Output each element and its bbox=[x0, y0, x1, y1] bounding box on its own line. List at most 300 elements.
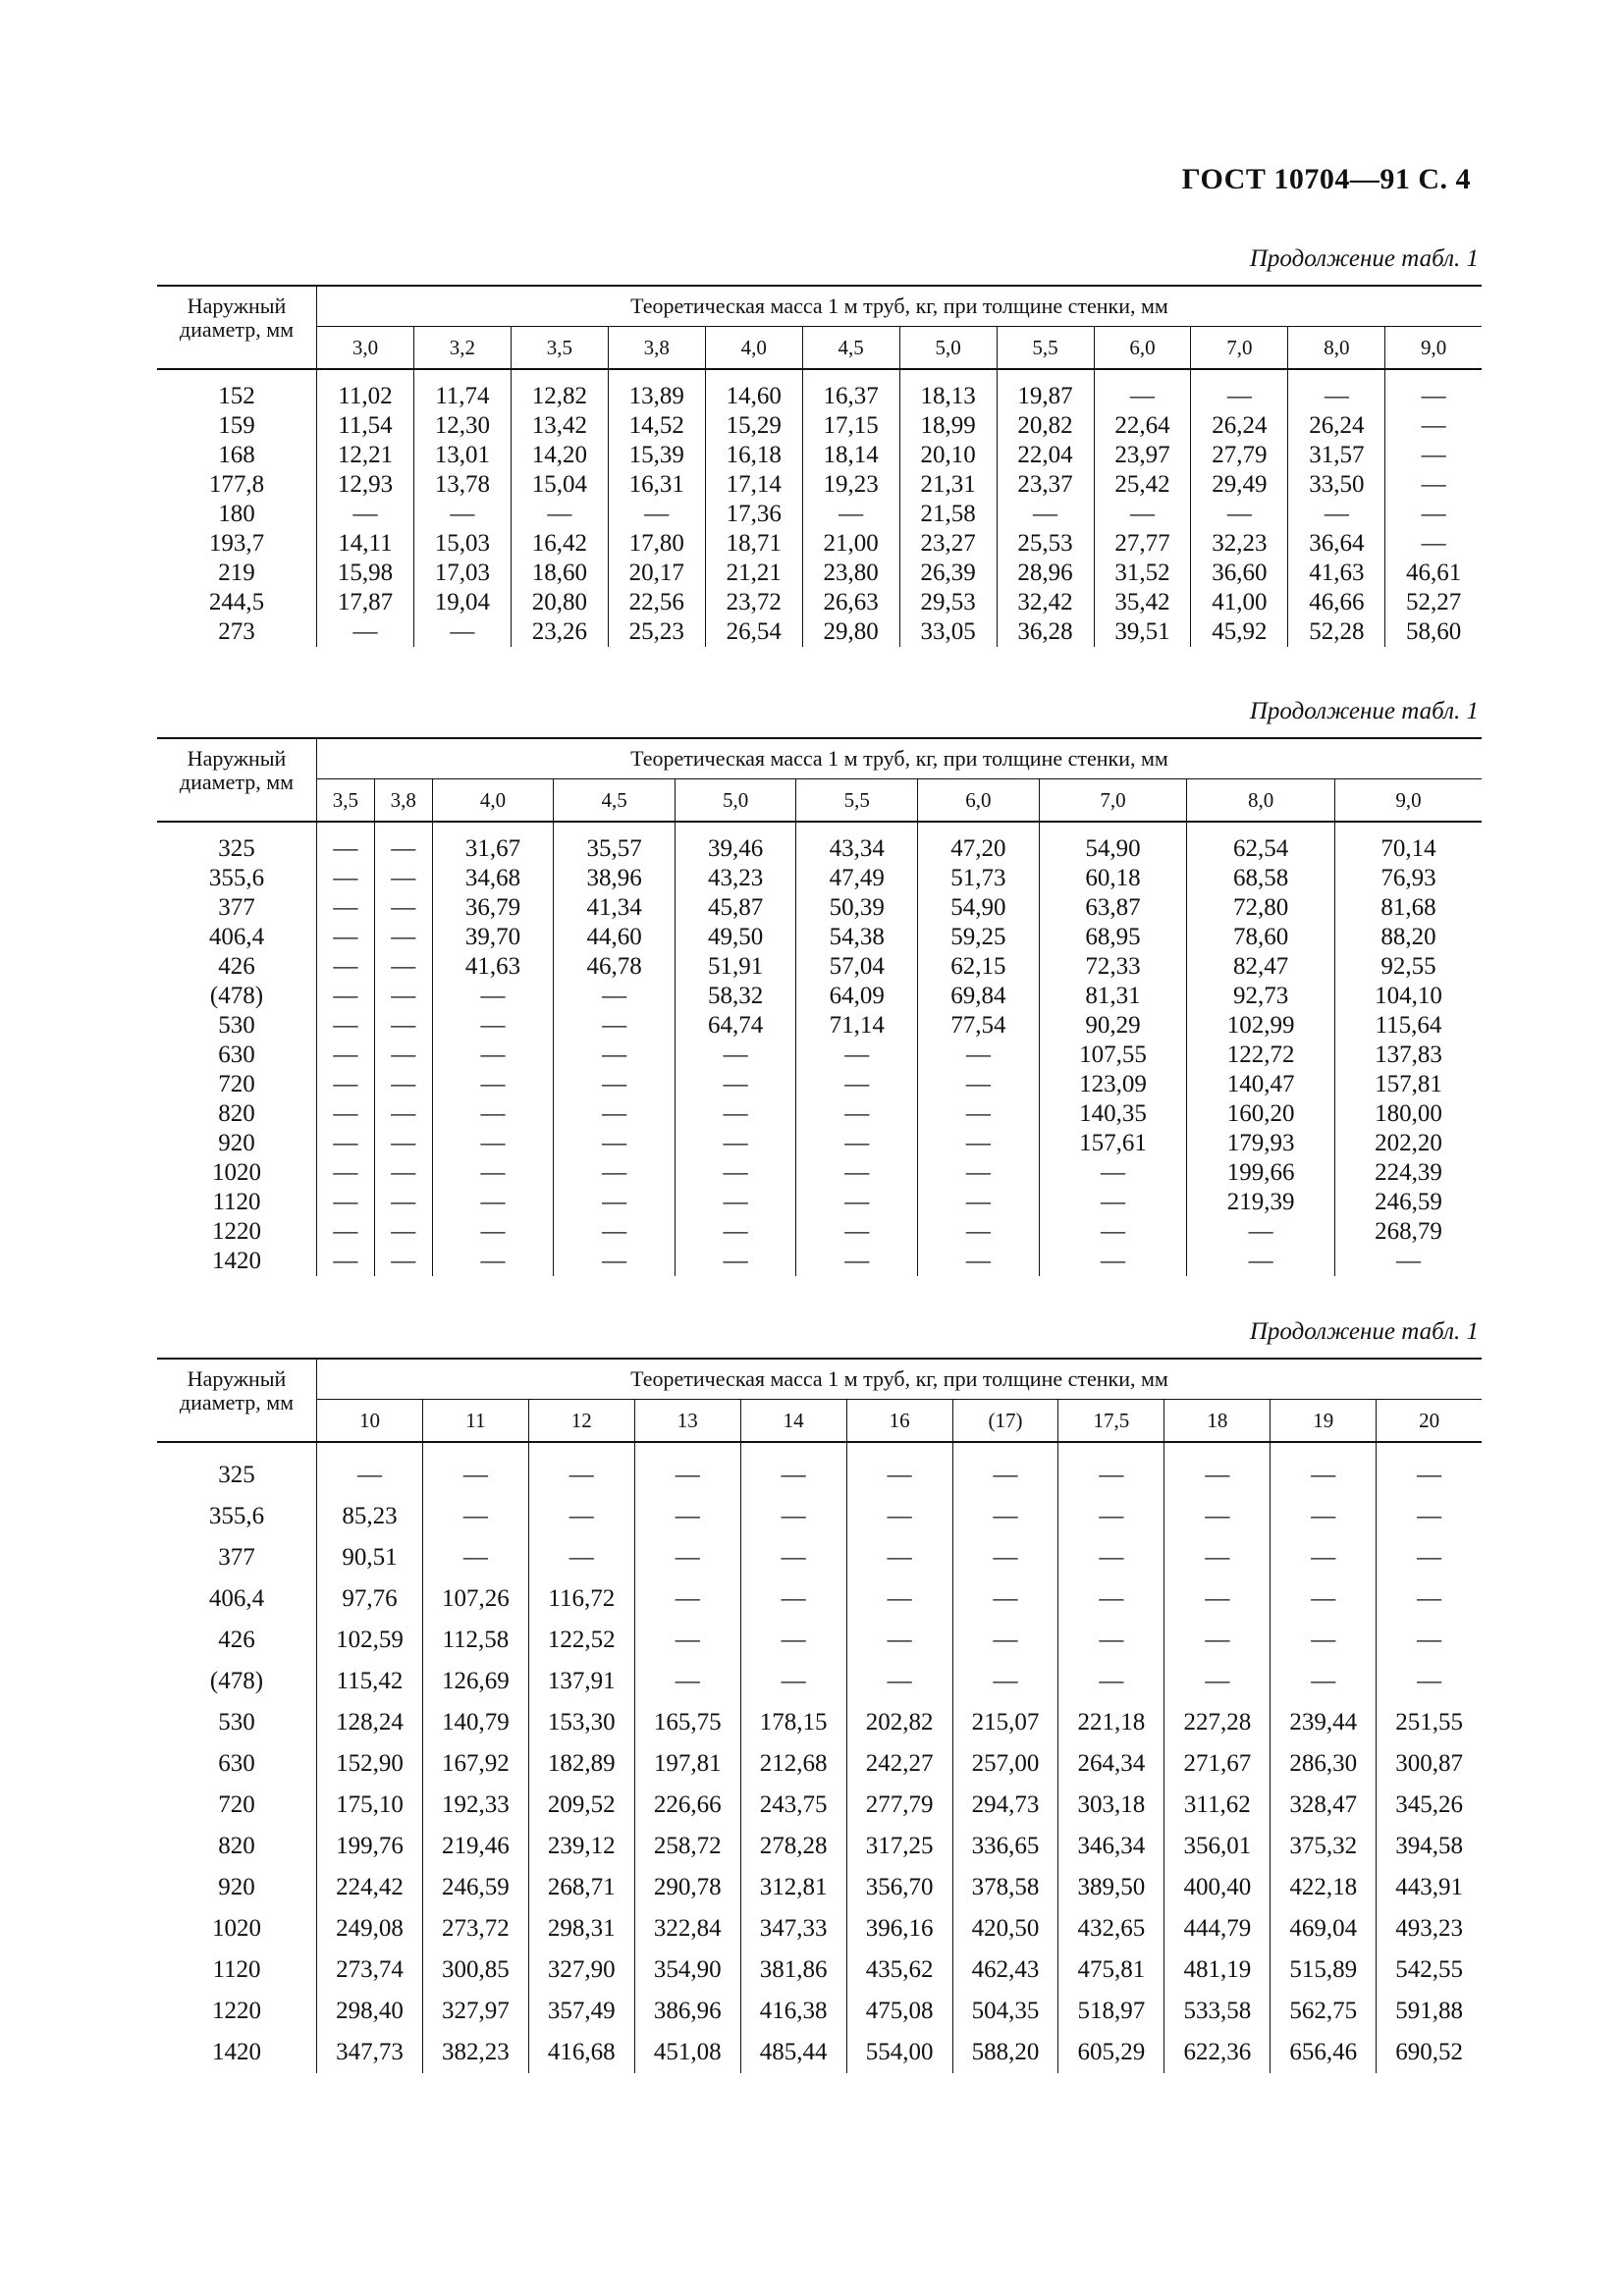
mass-cell: 29,49 bbox=[1191, 470, 1288, 500]
mass-cell: 157,81 bbox=[1334, 1070, 1482, 1099]
mass-cell: 160,20 bbox=[1187, 1099, 1335, 1129]
mass-cell: 36,60 bbox=[1191, 559, 1288, 588]
mass-cell: 273,74 bbox=[336, 1956, 404, 1983]
diameter-cell: 1020 bbox=[157, 1158, 317, 1188]
mass-cell: 444,79 bbox=[1164, 1908, 1271, 1949]
spacer-cell bbox=[1385, 369, 1482, 382]
diameter-cell: 1220 bbox=[157, 1217, 317, 1247]
mass-cell: 224,42 bbox=[336, 1874, 404, 1900]
mass-cell: — bbox=[1385, 411, 1482, 441]
spacer-cell bbox=[317, 822, 375, 834]
mass-cell: — bbox=[1271, 1578, 1377, 1620]
mass-cell: 12,21 bbox=[337, 442, 394, 468]
mass-cell: 14,52 bbox=[608, 411, 705, 441]
mass-cell: 347,73 bbox=[336, 2039, 404, 2065]
continuation-label-2: Продолжение табл. 1 bbox=[1249, 698, 1479, 724]
mass-cell: 60,18 bbox=[1039, 864, 1187, 893]
mass-cell: 13,01 bbox=[413, 441, 511, 470]
mass-cell: — bbox=[796, 1158, 918, 1188]
mass-cell: 13,89 bbox=[608, 382, 705, 411]
mass-cell: 26,24 bbox=[1288, 411, 1385, 441]
mass-cell: — bbox=[413, 617, 511, 647]
continuation-label-1: Продолжение табл. 1 bbox=[1249, 245, 1479, 272]
mass-cell: 221,18 bbox=[1058, 1702, 1164, 1743]
mass-cell: — bbox=[554, 982, 676, 1011]
spacer-cell bbox=[317, 369, 414, 382]
mass-cell: 62,15 bbox=[918, 952, 1040, 982]
table-row bbox=[157, 441, 1482, 470]
mass-cell: — bbox=[675, 1099, 796, 1129]
mass-cell: 212,68 bbox=[740, 1743, 846, 1785]
spacer-cell bbox=[1271, 1442, 1377, 1455]
mass-cell: — bbox=[634, 1496, 740, 1537]
mass-cell: — bbox=[432, 1011, 554, 1041]
thickness-header: 4,0 bbox=[705, 327, 802, 370]
mass-cell: 90,29 bbox=[1039, 1011, 1187, 1041]
mass-cell: 389,50 bbox=[1058, 1867, 1164, 1908]
mass-cell: — bbox=[528, 1455, 634, 1496]
diameter-cell: 377 bbox=[157, 893, 317, 923]
thickness-header: 8,0 bbox=[1288, 327, 1385, 370]
mass-cell: 58,60 bbox=[1385, 617, 1482, 647]
mass-cell: — bbox=[554, 1158, 676, 1188]
mass-cell: 63,87 bbox=[1039, 893, 1187, 923]
mass-cell: 518,97 bbox=[1058, 1991, 1164, 2032]
spacer-cell bbox=[1164, 1442, 1271, 1455]
table-row bbox=[157, 1537, 1482, 1578]
mass-cell: 243,75 bbox=[740, 1785, 846, 1826]
mass-cell: 15,98 bbox=[337, 560, 394, 586]
diameter-cell: 720 bbox=[157, 1070, 317, 1099]
diameter-header: Наружный диаметр, мм bbox=[157, 286, 317, 369]
mass-cell: 300,85 bbox=[422, 1949, 528, 1991]
mass-cell: 23,97 bbox=[1094, 441, 1191, 470]
spacer-cell bbox=[740, 1442, 846, 1455]
table-row bbox=[157, 588, 1482, 617]
mass-cell: — bbox=[675, 1217, 796, 1247]
thickness-header: 4,5 bbox=[554, 779, 676, 823]
table-row bbox=[157, 1188, 1482, 1217]
mass-cell: — bbox=[374, 952, 432, 982]
mass-cell: 432,65 bbox=[1058, 1908, 1164, 1949]
mass-cell: — bbox=[918, 1217, 1040, 1247]
thickness-header: 7,0 bbox=[1191, 327, 1288, 370]
mass-cell: — bbox=[374, 1188, 432, 1217]
mass-cell: 31,57 bbox=[1288, 441, 1385, 470]
mass-cell: 19,87 bbox=[997, 382, 1094, 411]
mass-cell: — bbox=[918, 1129, 1040, 1158]
spacer-cell bbox=[1039, 822, 1187, 834]
mass-cell: — bbox=[432, 982, 554, 1011]
mass-cell: 22,56 bbox=[608, 588, 705, 617]
mass-cell: — bbox=[1058, 1661, 1164, 1702]
mass-cell: 416,38 bbox=[740, 1991, 846, 2032]
spacer-cell bbox=[1094, 369, 1191, 382]
mass-cell: 20,10 bbox=[899, 441, 997, 470]
mass-cell: 23,72 bbox=[705, 588, 802, 617]
mass-header: Теоретическая масса 1 м труб, кг, при толщине стенки, мм bbox=[317, 286, 1483, 327]
mass-cell: 54,90 bbox=[918, 893, 1040, 923]
header-row bbox=[157, 1359, 1482, 1400]
spacer-cell bbox=[422, 1442, 528, 1455]
thickness-header: 16 bbox=[846, 1400, 952, 1443]
table-row bbox=[157, 1578, 1482, 1620]
mass-cell: — bbox=[1377, 1578, 1482, 1620]
spacer-cell bbox=[157, 822, 317, 834]
diameter-header: Наружный диаметр, мм bbox=[157, 1359, 317, 1442]
mass-cell: 41,63 bbox=[432, 952, 554, 982]
mass-cell: — bbox=[1164, 1578, 1271, 1620]
thickness-header: 10 bbox=[317, 1400, 423, 1443]
mass-cell: 242,27 bbox=[846, 1743, 952, 1785]
mass-cell: 17,36 bbox=[705, 500, 802, 529]
mass-cell: — bbox=[1385, 441, 1482, 470]
diameter-cell: 180 bbox=[157, 500, 317, 529]
mass-cell: 14,11 bbox=[338, 530, 393, 557]
mass-cell: 469,04 bbox=[1271, 1908, 1377, 1949]
mass-cell: — bbox=[1334, 1247, 1482, 1276]
mass-cell: 11,74 bbox=[413, 382, 511, 411]
mass-cell: 656,46 bbox=[1271, 2032, 1377, 2073]
mass-cell: 29,80 bbox=[802, 617, 899, 647]
mass-cell: 354,90 bbox=[634, 1949, 740, 1991]
mass-cell: — bbox=[740, 1578, 846, 1620]
mass-cell: — bbox=[554, 1099, 676, 1129]
mass-cell: 123,09 bbox=[1039, 1070, 1187, 1099]
thickness-header: 6,0 bbox=[918, 779, 1040, 823]
mass-cell: 32,42 bbox=[997, 588, 1094, 617]
mass-cell: 317,25 bbox=[846, 1826, 952, 1867]
mass-cell: 542,55 bbox=[1377, 1949, 1482, 1991]
mass-cell: — bbox=[374, 923, 432, 952]
mass-cell: 27,77 bbox=[1094, 529, 1191, 559]
diameter-cell: 406,4 bbox=[157, 1578, 317, 1620]
thickness-row bbox=[157, 1400, 1482, 1443]
thickness-header: 11 bbox=[422, 1400, 528, 1443]
spacer-cell bbox=[675, 822, 796, 834]
mass-cell: 327,97 bbox=[422, 1991, 528, 2032]
mass-cell: 562,75 bbox=[1271, 1991, 1377, 2032]
spacer-cell bbox=[413, 369, 511, 382]
thickness-header: 12 bbox=[528, 1400, 634, 1443]
mass-cell: 137,91 bbox=[528, 1661, 634, 1702]
diameter-cell: 177,8 bbox=[157, 470, 317, 500]
table-row bbox=[157, 1991, 1482, 2032]
mass-cell: — bbox=[796, 1188, 918, 1217]
diameter-cell: 1120 bbox=[157, 1188, 317, 1217]
mass-cell: — bbox=[918, 1041, 1040, 1070]
mass-cell: — bbox=[1164, 1455, 1271, 1496]
mass-cell: 347,33 bbox=[740, 1908, 846, 1949]
spacer-cell bbox=[918, 822, 1040, 834]
mass-cell: 356,01 bbox=[1164, 1826, 1271, 1867]
table-row bbox=[157, 559, 1482, 588]
mass-cell: — bbox=[374, 1070, 432, 1099]
mass-cell: — bbox=[1385, 382, 1482, 411]
mass-cell: — bbox=[356, 1462, 382, 1488]
thickness-header: (17) bbox=[952, 1400, 1058, 1443]
spacer-cell bbox=[374, 822, 432, 834]
mass-cell: 17,03 bbox=[413, 559, 511, 588]
table-row bbox=[157, 1826, 1482, 1867]
mass-cell: — bbox=[952, 1661, 1058, 1702]
mass-cell: 268,71 bbox=[528, 1867, 634, 1908]
mass-cell: — bbox=[374, 1158, 432, 1188]
mass-cell: 20,17 bbox=[608, 559, 705, 588]
mass-cell: 12,82 bbox=[511, 382, 608, 411]
diameter-cell: 530 bbox=[157, 1702, 317, 1743]
diameter-cell: 325 bbox=[157, 834, 317, 864]
mass-cell: 257,00 bbox=[952, 1743, 1058, 1785]
mass-cell: — bbox=[432, 1188, 554, 1217]
mass-cell: — bbox=[918, 1099, 1040, 1129]
mass-cell: — bbox=[952, 1578, 1058, 1620]
mass-cell: 16,42 bbox=[511, 529, 608, 559]
table-row bbox=[157, 1949, 1482, 1991]
mass-cell: — bbox=[1385, 529, 1482, 559]
mass-cell: — bbox=[1164, 1537, 1271, 1578]
mass-cell: — bbox=[1164, 1620, 1271, 1661]
mass-cell: 475,08 bbox=[846, 1991, 952, 2032]
mass-cell: 277,79 bbox=[846, 1785, 952, 1826]
mass-cell: 81,68 bbox=[1334, 893, 1482, 923]
mass-cell: 271,67 bbox=[1164, 1743, 1271, 1785]
mass-cell: 199,66 bbox=[1187, 1158, 1335, 1188]
mass-cell: 268,79 bbox=[1334, 1217, 1482, 1247]
mass-cell: 192,33 bbox=[422, 1785, 528, 1826]
mass-cell: 126,69 bbox=[422, 1661, 528, 1702]
mass-cell: 246,59 bbox=[422, 1867, 528, 1908]
table-row bbox=[157, 411, 1482, 441]
mass-cell: 381,86 bbox=[740, 1949, 846, 1991]
mass-cell: 51,91 bbox=[675, 952, 796, 982]
continuation-label-3: Продолжение табл. 1 bbox=[1249, 1318, 1479, 1345]
thickness-header: 14 bbox=[740, 1400, 846, 1443]
mass-cell: 443,91 bbox=[1377, 1867, 1482, 1908]
diameter-cell: 168 bbox=[157, 441, 317, 470]
mass-cell: — bbox=[1191, 382, 1288, 411]
mass-cell: 152,90 bbox=[336, 1750, 404, 1777]
mass-cell: 36,28 bbox=[997, 617, 1094, 647]
mass-cell: — bbox=[918, 1070, 1040, 1099]
mass-cell: 46,61 bbox=[1385, 559, 1482, 588]
mass-cell: — bbox=[1377, 1455, 1482, 1496]
mass-cell: — bbox=[997, 500, 1094, 529]
mass-cell: 76,93 bbox=[1334, 864, 1482, 893]
table-row bbox=[157, 617, 1482, 647]
mass-cell: — bbox=[1187, 1247, 1335, 1276]
mass-cell: — bbox=[1039, 1247, 1187, 1276]
mass-cell: 357,49 bbox=[528, 1991, 634, 2032]
mass-cell: — bbox=[333, 1012, 358, 1039]
table-row bbox=[157, 470, 1482, 500]
mass-cell: 13,42 bbox=[511, 411, 608, 441]
mass-cell: — bbox=[333, 1248, 358, 1274]
mass-cell: — bbox=[352, 501, 378, 527]
mass-cell: 128,24 bbox=[336, 1709, 404, 1735]
thickness-header: 3,8 bbox=[374, 779, 432, 823]
mass-cell: — bbox=[740, 1455, 846, 1496]
mass-cell: — bbox=[1039, 1188, 1187, 1217]
spacer-cell bbox=[554, 822, 676, 834]
diameter-cell: 159 bbox=[157, 411, 317, 441]
mass-cell: 39,70 bbox=[432, 923, 554, 952]
mass-cell: 58,32 bbox=[675, 982, 796, 1011]
mass-cell: — bbox=[1271, 1620, 1377, 1661]
mass-cell: — bbox=[333, 1130, 358, 1156]
mass-cell: — bbox=[554, 1070, 676, 1099]
mass-cell: 264,34 bbox=[1058, 1743, 1164, 1785]
table-row bbox=[157, 893, 1482, 923]
mass-cell: — bbox=[675, 1247, 796, 1276]
mass-cell: 180,00 bbox=[1334, 1099, 1482, 1129]
mass-cell: — bbox=[374, 1129, 432, 1158]
mass-cell: — bbox=[608, 500, 705, 529]
mass-cell: 52,27 bbox=[1385, 588, 1482, 617]
mass-cell: — bbox=[1094, 500, 1191, 529]
mass-cell: 286,30 bbox=[1271, 1743, 1377, 1785]
mass-cell: 202,82 bbox=[846, 1702, 952, 1743]
mass-cell: — bbox=[413, 500, 511, 529]
spacer-cell bbox=[511, 369, 608, 382]
mass-cell: 197,81 bbox=[634, 1743, 740, 1785]
mass-cell: — bbox=[1271, 1496, 1377, 1537]
mass-cell: 28,96 bbox=[997, 559, 1094, 588]
thickness-header: 5,5 bbox=[796, 779, 918, 823]
mass-cell: 33,05 bbox=[899, 617, 997, 647]
mass-cell: 345,26 bbox=[1377, 1785, 1482, 1826]
thickness-header: 4,5 bbox=[802, 327, 899, 370]
thickness-header: 4,0 bbox=[432, 779, 554, 823]
spacer-cell bbox=[997, 369, 1094, 382]
mass-cell: 394,58 bbox=[1377, 1826, 1482, 1867]
mass-cell: 312,81 bbox=[740, 1867, 846, 1908]
mass-cell: — bbox=[846, 1496, 952, 1537]
spacer-cell bbox=[1334, 822, 1482, 834]
mass-cell: 290,78 bbox=[634, 1867, 740, 1908]
mass-cell: — bbox=[634, 1661, 740, 1702]
mass-cell: — bbox=[333, 983, 358, 1009]
table-row bbox=[157, 1908, 1482, 1949]
mass-cell: 11,54 bbox=[338, 412, 393, 439]
mass-cell: 219,39 bbox=[1187, 1188, 1335, 1217]
mass-cell: 23,37 bbox=[997, 470, 1094, 500]
mass-cell: — bbox=[333, 1100, 358, 1127]
mass-cell: 17,14 bbox=[705, 470, 802, 500]
mass-cell: 167,92 bbox=[422, 1743, 528, 1785]
thickness-header: 9,0 bbox=[1385, 327, 1482, 370]
mass-cell: 77,54 bbox=[918, 1011, 1040, 1041]
spacer-cell bbox=[952, 1442, 1058, 1455]
diameter-cell: 630 bbox=[157, 1743, 317, 1785]
mass-cell: 18,71 bbox=[705, 529, 802, 559]
mass-cell: 258,72 bbox=[634, 1826, 740, 1867]
thickness-header: 5,0 bbox=[675, 779, 796, 823]
mass-cell: 64,74 bbox=[675, 1011, 796, 1041]
mass-cell: — bbox=[333, 924, 358, 950]
mass-cell: — bbox=[918, 1158, 1040, 1188]
mass-cell: 47,20 bbox=[918, 834, 1040, 864]
header-row bbox=[157, 286, 1482, 327]
mass-cell: — bbox=[675, 1158, 796, 1188]
mass-cell: — bbox=[554, 1129, 676, 1158]
mass-cell: — bbox=[740, 1620, 846, 1661]
mass-cell: — bbox=[740, 1496, 846, 1537]
table-row bbox=[157, 864, 1482, 893]
mass-header: Теоретическая масса 1 м труб, кг, при толщине стенки, мм bbox=[317, 1359, 1483, 1400]
mass-cell: 18,13 bbox=[899, 382, 997, 411]
mass-cell: 504,35 bbox=[952, 1991, 1058, 2032]
mass-cell: 435,62 bbox=[846, 1949, 952, 1991]
mass-cell: 16,31 bbox=[608, 470, 705, 500]
mass-cell: 45,87 bbox=[675, 893, 796, 923]
mass-cell: 21,31 bbox=[899, 470, 997, 500]
diameter-cell: 1120 bbox=[157, 1949, 317, 1991]
mass-cell: 41,63 bbox=[1288, 559, 1385, 588]
mass-cell: — bbox=[675, 1129, 796, 1158]
mass-cell: — bbox=[333, 1189, 358, 1215]
mass-cell: — bbox=[1058, 1537, 1164, 1578]
spacer-cell bbox=[432, 822, 554, 834]
mass-cell: 18,14 bbox=[802, 441, 899, 470]
thickness-header: 19 bbox=[1271, 1400, 1377, 1443]
diameter-cell: 426 bbox=[157, 1620, 317, 1661]
table-row bbox=[157, 1129, 1482, 1158]
mass-cell: 35,42 bbox=[1094, 588, 1191, 617]
mass-cell: 294,73 bbox=[952, 1785, 1058, 1826]
mass-cell: 90,51 bbox=[342, 1544, 398, 1571]
mass-cell: 378,58 bbox=[952, 1867, 1058, 1908]
mass-cell: — bbox=[1039, 1158, 1187, 1188]
mass-cell: 15,03 bbox=[413, 529, 511, 559]
mass-cell: 35,57 bbox=[554, 834, 676, 864]
mass-cell: 227,28 bbox=[1164, 1702, 1271, 1743]
mass-cell: 23,26 bbox=[511, 617, 608, 647]
diameter-cell: 426 bbox=[157, 952, 317, 982]
mass-cell: — bbox=[1164, 1661, 1271, 1702]
mass-cell: — bbox=[796, 1099, 918, 1129]
mass-cell: 71,14 bbox=[796, 1011, 918, 1041]
mass-cell: 219,46 bbox=[422, 1826, 528, 1867]
mass-cell: — bbox=[554, 1011, 676, 1041]
mass-cell: — bbox=[1094, 382, 1191, 411]
mass-cell: 97,76 bbox=[342, 1585, 398, 1612]
mass-cell: — bbox=[740, 1661, 846, 1702]
thickness-header: 17,5 bbox=[1058, 1400, 1164, 1443]
mass-cell: — bbox=[1271, 1661, 1377, 1702]
diameter-cell: 1420 bbox=[157, 1247, 317, 1276]
mass-cell: — bbox=[740, 1537, 846, 1578]
mass-cell: 26,39 bbox=[899, 559, 997, 588]
mass-cell: 33,50 bbox=[1288, 470, 1385, 500]
mass-cell: 78,60 bbox=[1187, 923, 1335, 952]
mass-cell: 20,82 bbox=[997, 411, 1094, 441]
mass-cell: 485,44 bbox=[740, 2032, 846, 2073]
mass-cell: 300,87 bbox=[1377, 1743, 1482, 1785]
mass-cell: — bbox=[634, 1620, 740, 1661]
mass-cell: — bbox=[634, 1537, 740, 1578]
diameter-cell: 377 bbox=[157, 1537, 317, 1578]
thickness-header: 8,0 bbox=[1187, 779, 1335, 823]
thickness-header: 18 bbox=[1164, 1400, 1271, 1443]
thickness-header: 20 bbox=[1377, 1400, 1482, 1443]
diameter-cell: 820 bbox=[157, 1099, 317, 1129]
mass-cell: 104,10 bbox=[1334, 982, 1482, 1011]
mass-cell: — bbox=[796, 1129, 918, 1158]
mass-cell: 422,18 bbox=[1271, 1867, 1377, 1908]
mass-cell: — bbox=[796, 1041, 918, 1070]
mass-cell: 251,55 bbox=[1377, 1702, 1482, 1743]
